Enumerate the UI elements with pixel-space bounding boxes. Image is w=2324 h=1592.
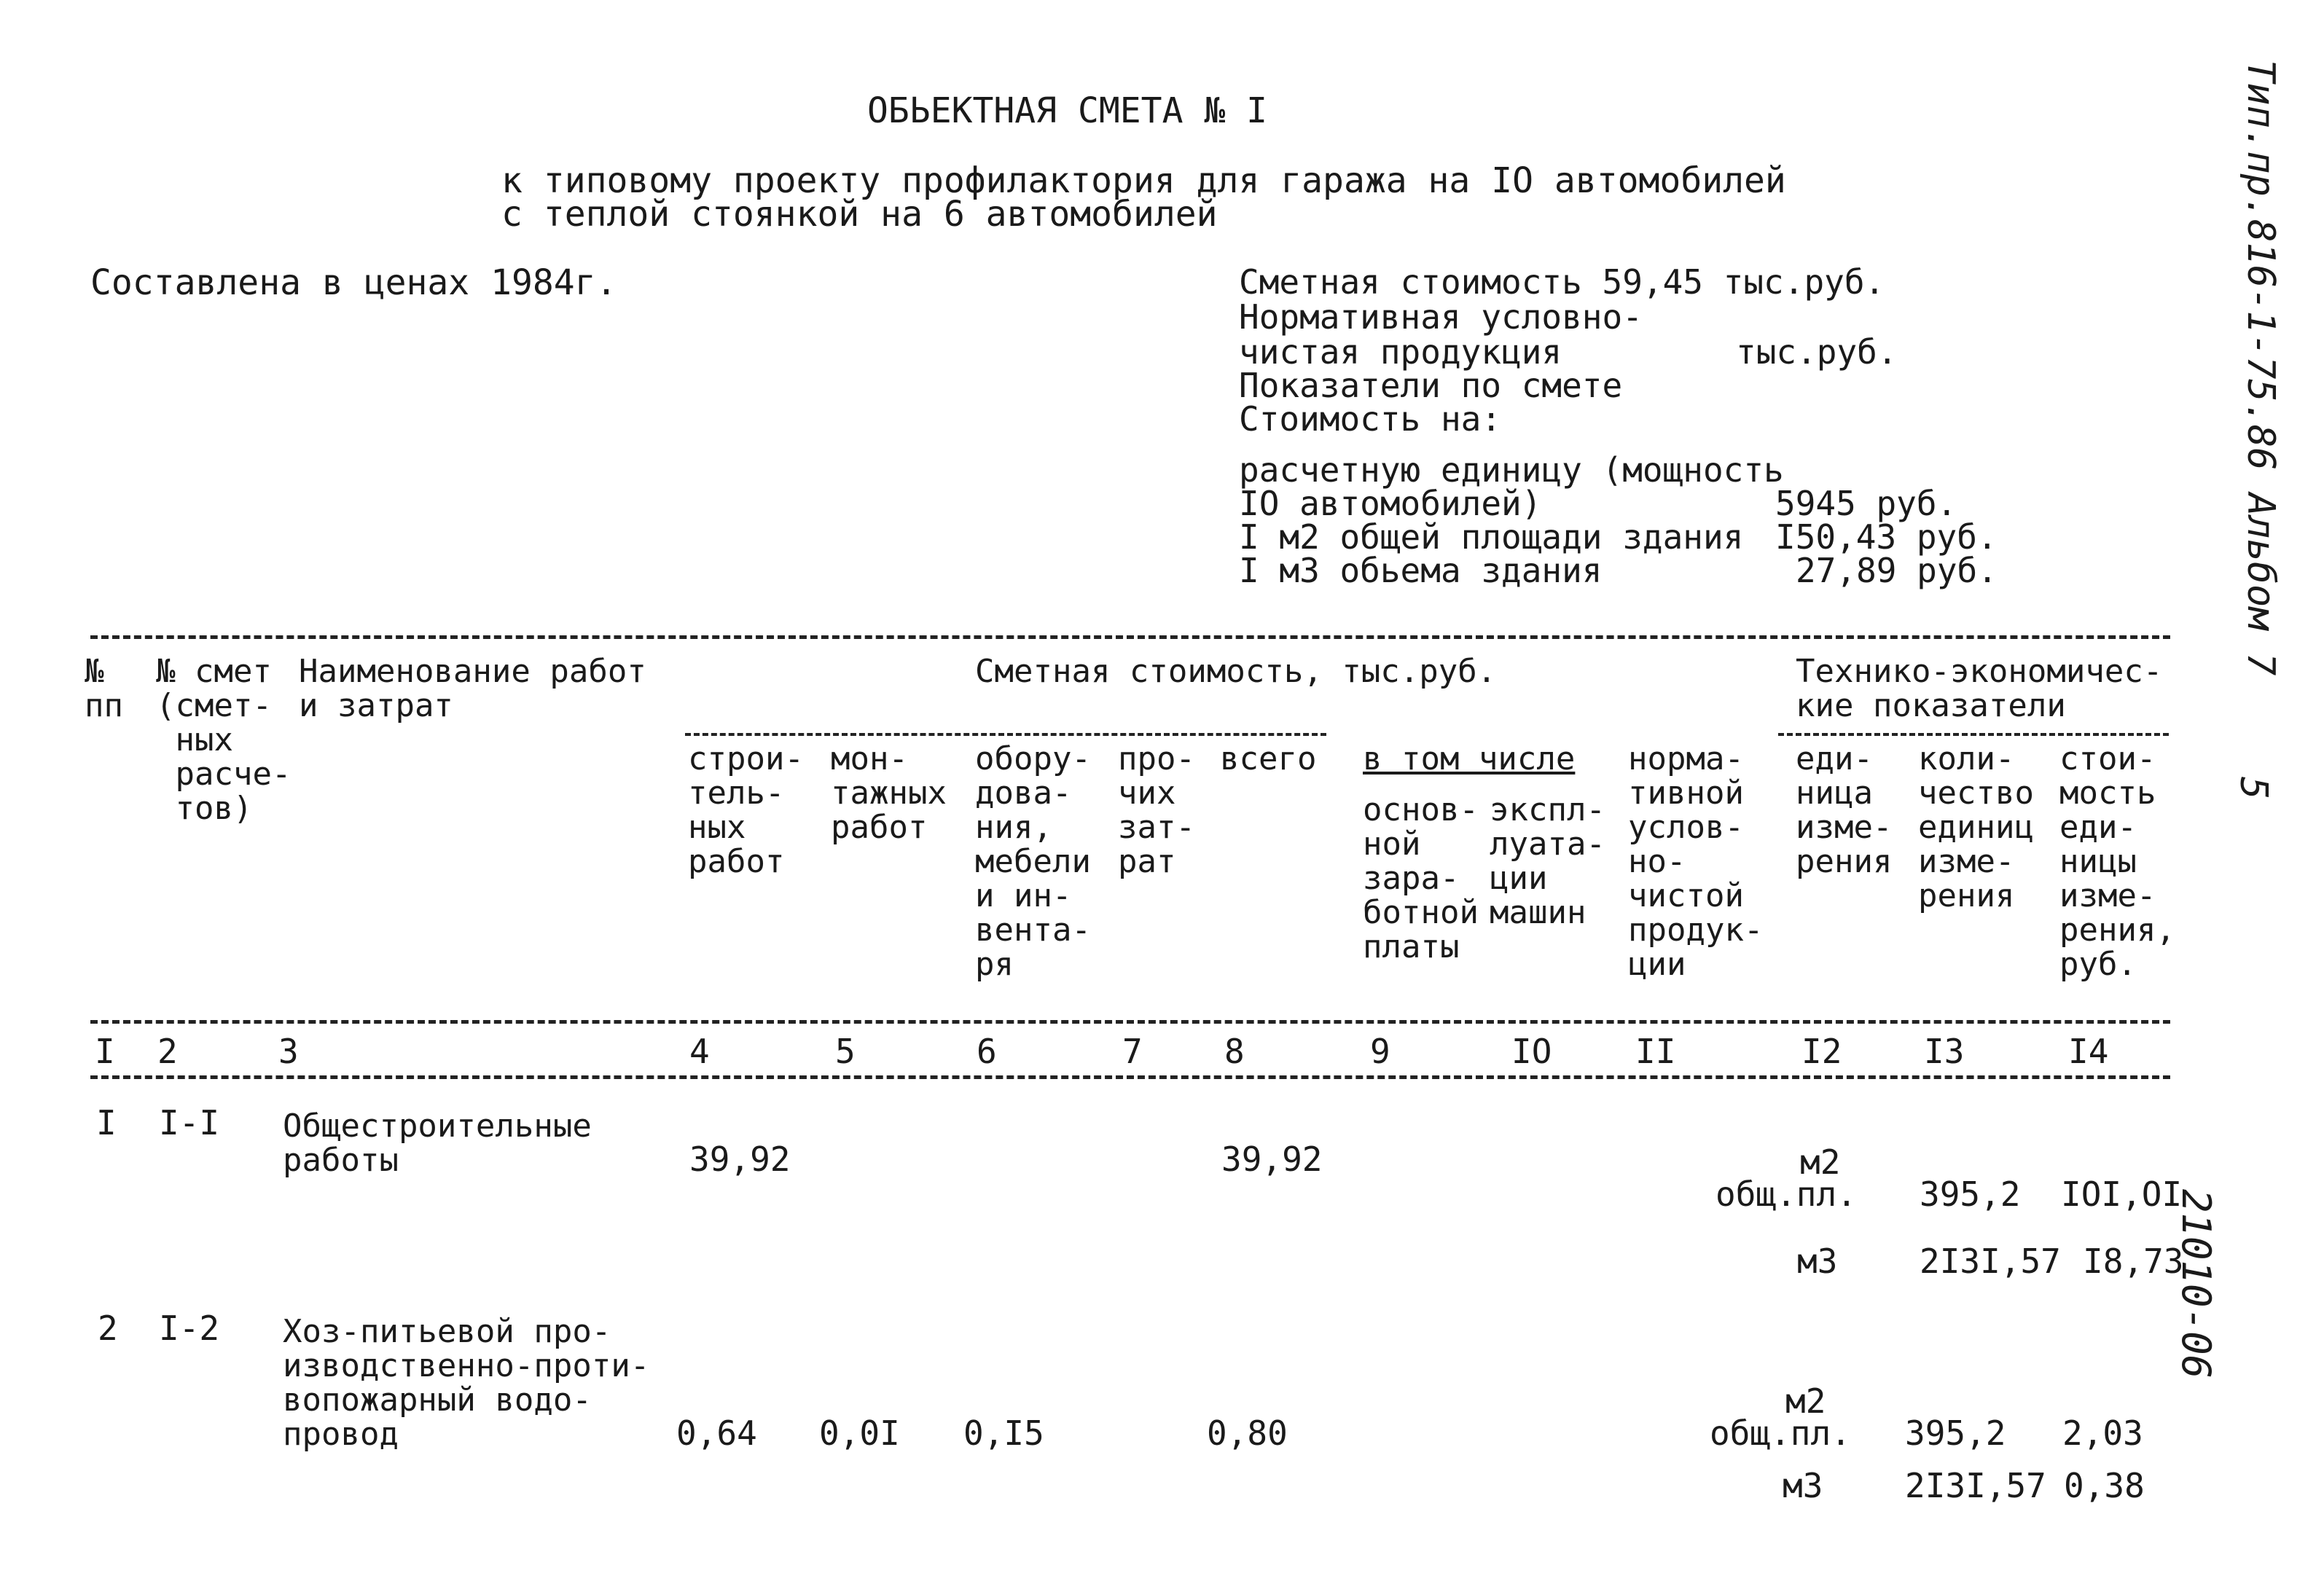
- header-estimate-number: № смет (смет- ных расче- тов): [156, 653, 292, 827]
- header-bottom-rule: [90, 1020, 2170, 1024]
- row-number: I: [96, 1103, 117, 1142]
- row-unit-2: м3: [1797, 1242, 1838, 1281]
- normative-product-label-2: чистая продукция: [1239, 332, 1562, 372]
- m2-cost-value: I50,43 руб.: [1775, 517, 1998, 557]
- unit-cost-label-2: IO автомобилей): [1239, 484, 1542, 523]
- column-number-rule: [90, 1075, 2170, 1079]
- column-number: 4: [689, 1032, 710, 1071]
- row-equipment-cost: 0,I5: [963, 1413, 1044, 1453]
- header-row-number: № пп: [85, 653, 123, 724]
- row-unit-cost-2: I8,73: [2083, 1242, 2184, 1281]
- column-number: IO: [1511, 1032, 1552, 1071]
- m3-cost-value: 27,89 руб.: [1796, 551, 1998, 590]
- row-unit-a: м2: [1785, 1381, 1826, 1421]
- row-unit-2: м3: [1783, 1466, 1823, 1505]
- document-subtitle-line-2: с теплой стоянкой на 6 автомобилей: [501, 194, 1218, 235]
- header-equipment: обору- дова- ния, мебели и ин- вента- ря: [975, 740, 1091, 983]
- row-work-name: Общестроительные работы: [283, 1107, 592, 1179]
- document-subtitle-line-1: к типовому проекту профилактория для гаража на IO автомобилей: [501, 160, 1786, 201]
- header-normative-product: норма- тивной услов- но- чистой продук- ции: [1628, 740, 1764, 983]
- row-quantity: 395,2: [1905, 1413, 2006, 1453]
- header-unit-cost: стои- мость еди- ницы изме- рения, руб.: [2059, 740, 2175, 983]
- m3-cost-label: I м3 обьема здания: [1239, 551, 1603, 590]
- header-installation-works: мон- тажных работ: [831, 740, 947, 846]
- row-unit-b: общ.пл.: [1710, 1413, 1851, 1453]
- subheader-rule-cost: [685, 733, 1326, 736]
- row-quantity: 395,2: [1920, 1175, 2021, 1214]
- estimated-cost: Сметная стоимость 59,45 тыс.руб.: [1239, 262, 1885, 302]
- row-work-name: Хоз-питьевой про- изводственно-проти- вопожарный водо- провод: [283, 1313, 650, 1453]
- column-number: I: [95, 1032, 115, 1071]
- row-quantity-2: 2I3I,57: [1920, 1242, 2061, 1281]
- row-unit-cost: 2,03: [2062, 1413, 2143, 1453]
- column-number: 2: [157, 1032, 178, 1071]
- header-unit: еди- ница изме- рения: [1796, 740, 1893, 880]
- row-estimate-number: I-2: [159, 1309, 220, 1348]
- page-number: 5: [2231, 777, 2275, 800]
- column-number: I4: [2068, 1032, 2109, 1071]
- row-installation-cost: 0,0I: [819, 1413, 900, 1453]
- column-number: II: [1635, 1032, 1676, 1071]
- header-including: в том числе: [1363, 740, 1576, 777]
- header-quantity: коли- чество единиц изме- рения: [1918, 740, 2034, 914]
- row-quantity-2: 2I3I,57: [1905, 1466, 2046, 1505]
- column-number: 8: [1224, 1032, 1245, 1071]
- row-unit-a: м2: [1800, 1142, 1841, 1182]
- subheader-rule-tech: [1778, 733, 2169, 736]
- row-unit-cost-2: 0,38: [2064, 1466, 2145, 1505]
- column-number: 5: [835, 1032, 856, 1071]
- unit-cost-value: 5945 руб.: [1775, 484, 1957, 523]
- cost-on-label: Стоимость на:: [1239, 399, 1502, 439]
- estimate-indicators-label: Показатели по смете: [1239, 366, 1623, 405]
- table-top-rule: [90, 635, 2170, 639]
- row-estimate-number: I-I: [159, 1103, 220, 1142]
- column-number: I2: [1801, 1032, 1842, 1071]
- header-group-tech-indicators: Технико-экономичес- кие показатели: [1796, 653, 2163, 724]
- row-total-cost: 39,92: [1221, 1140, 1323, 1179]
- header-wages: основ- ной зара- ботной платы: [1363, 791, 1479, 965]
- header-total: всего: [1220, 740, 1317, 777]
- document-stamp-number: 21010-06: [2173, 1189, 2219, 1379]
- normative-product-label-1: Нормативная условно-: [1239, 297, 1643, 337]
- project-code-vertical: Тип.пр.816-1-75.86 Альбом 7: [2239, 60, 2282, 676]
- column-number: 9: [1370, 1032, 1390, 1071]
- header-other-costs: про- чих зат- рат: [1118, 740, 1195, 880]
- row-total-cost: 0,80: [1207, 1413, 1288, 1453]
- row-construction-cost: 0,64: [676, 1413, 757, 1453]
- header-group-estimated-cost: Сметная стоимость, тыс.руб.: [975, 653, 1497, 690]
- row-number: 2: [98, 1309, 118, 1348]
- column-number: 3: [278, 1032, 299, 1071]
- prices-year-note: Составлена в ценах 1984г.: [90, 262, 617, 303]
- column-number: 6: [977, 1032, 997, 1071]
- header-construction-works: строи- тель- ных работ: [688, 740, 804, 880]
- row-unit-b: общ.пл.: [1715, 1175, 1857, 1214]
- row-construction-cost: 39,92: [689, 1140, 791, 1179]
- normative-product-unit: тыс.руб.: [1736, 332, 1898, 372]
- header-machine-operation: экспл- луата- ции машин: [1490, 791, 1605, 931]
- column-number: I3: [1924, 1032, 1965, 1071]
- header-work-name: Наименование работ и затрат: [299, 653, 646, 724]
- column-number: 7: [1122, 1032, 1143, 1071]
- row-unit-cost: IOI,OI: [2061, 1175, 2183, 1214]
- document-title: ОБЬЕКТНАЯ СМЕТА № I: [867, 90, 1268, 131]
- m2-cost-label: I м2 общей площади здания: [1239, 517, 1744, 557]
- unit-cost-label-1: расчетную единицу (мощность: [1239, 450, 1784, 490]
